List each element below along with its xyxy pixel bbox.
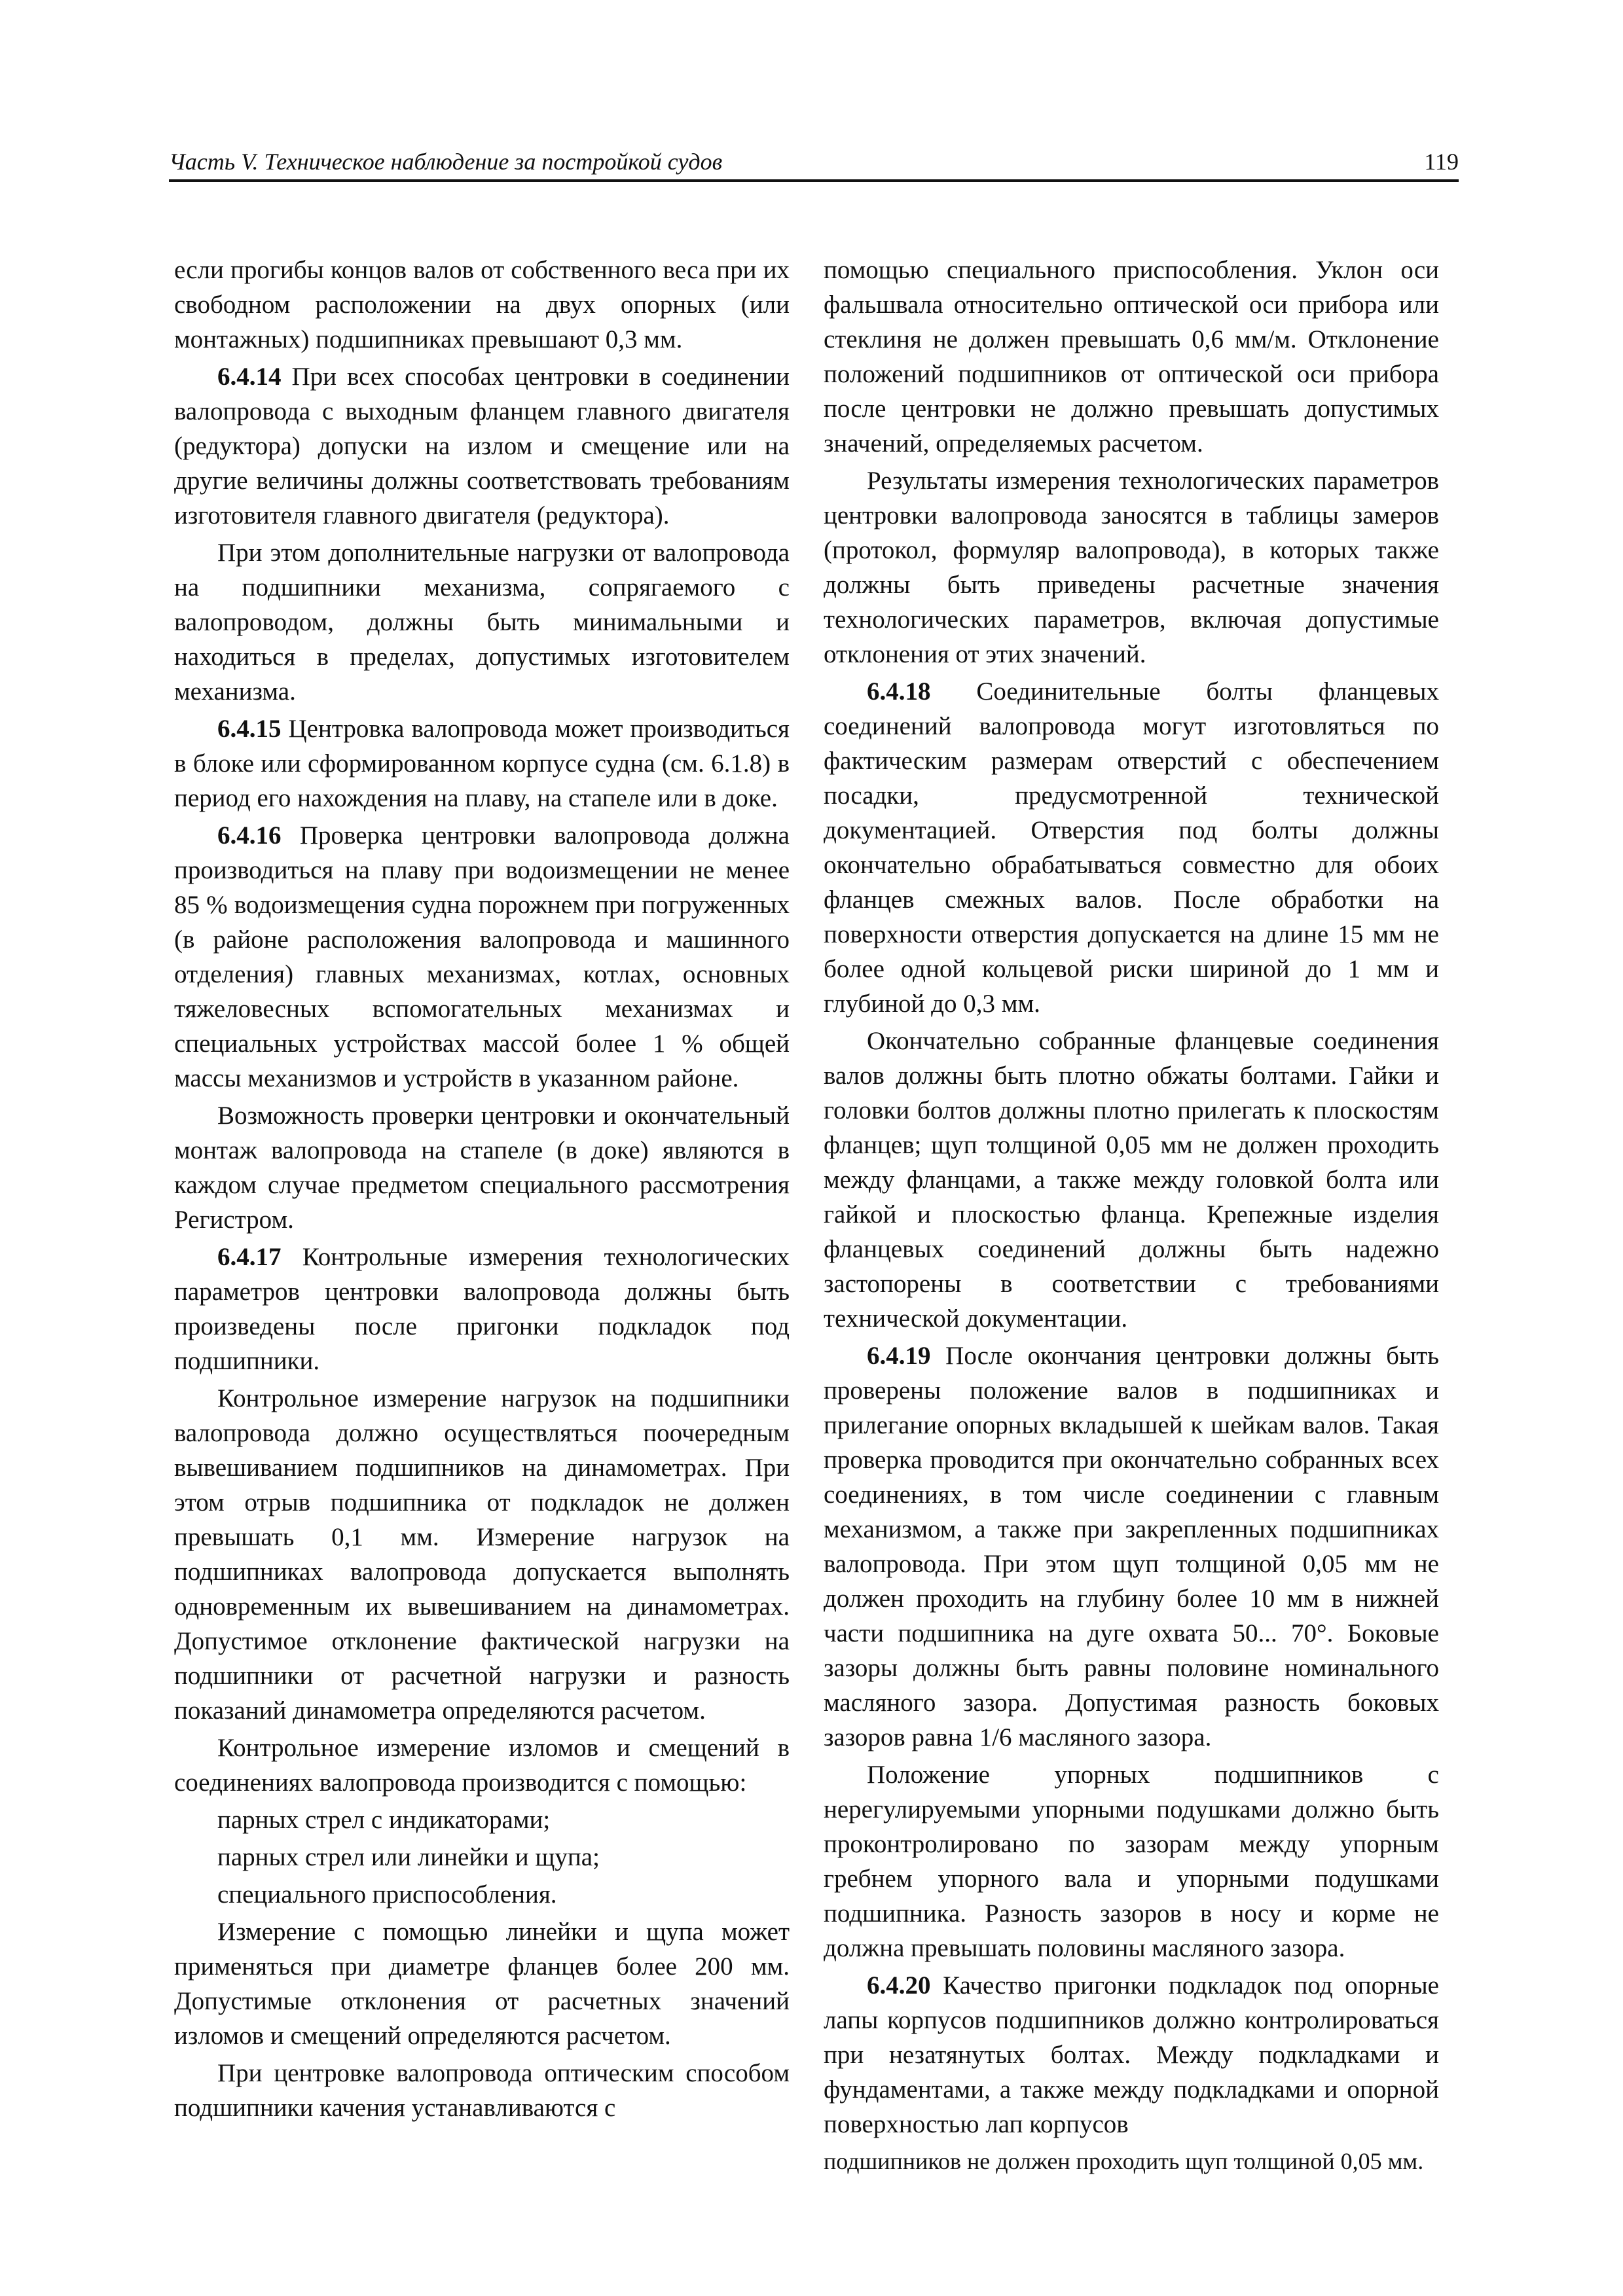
section-paragraph: 6.4.17 Контрольные измерения технологических параметров центровки валопровода должны быть произведены после пригонки подкладок под подшипники.	[174, 1243, 790, 1375]
section-paragraph: 6.4.20 Качество пригонки подкладок под опорные лапы корпусов подшипников должно контролироваться при незатянутых болтах. Между подкладками и фундаментами, а также между подкладками и опорной поверхностью лап корпусов	[824, 1971, 1439, 2138]
section-paragraph: 6.4.18 Соединительные болты фланцевых соединений валопровода могут изготовляться по фактическим размерам отверстий с обеспечением посадки, предусмотренной технической документацией. Отверстия под болты должны окончательно обрабатываться совместно для обоих фланцев смежных валов. После обработки на поверхности отверстия допускается на длине 15 мм не более одной кольцевой риски шириной до 1 мм и глубиной до 0,3 мм.	[824, 677, 1439, 1018]
paragraph: Контрольное измерение изломов и смещений в соединениях валопровода производится с помощью:	[174, 1734, 790, 1797]
section-number: 6.4.18	[867, 677, 931, 706]
list-item: парных стрел с индикаторами;	[217, 1806, 551, 1834]
section-number: 6.4.20	[867, 1971, 931, 2000]
paragraph: помощью специального приспособления. Уклон оси фальшвала относительно оптической оси прибора или стеклиня не должен превышать 0,6 мм/м. Отклонение положений подшипников от оптической оси прибора после центровки не должно превышать допустимых значений, определяемых расчетом.	[824, 256, 1439, 457]
paragraph: Измерение с помощью линейки и щупа может применяться при диаметре фланцев более 200 мм. Допустимые отклонения от расчетных значений изломов и смещений определяются расчетом.	[174, 1918, 790, 2050]
section-number: 6.4.14	[217, 363, 282, 391]
section-paragraph: 6.4.16 Проверка центровки валопровода должна производиться на плаву при водоизмещении не менее 85 % водоизмещения судна порожнем при погруженных (в районе расположения валопровода и машинного отделения) главных механизмах, котлах, основных тяжеловесных вспомогательных механизмах и специальных устройствах массой более 1 % общей массы механизмов и устройств в указанном районе.	[174, 821, 790, 1092]
section-number: 6.4.19	[867, 1342, 931, 1370]
page-number: 119	[1424, 149, 1459, 175]
section-paragraph: 6.4.19 После окончания центровки должны быть проверены положение валов в подшипниках и прилегание опорных вкладышей к шейкам валов. Такая проверка проводится при окончательно собранных всех соединениях, в том числе соединении с главным механизмом, а также при закрепленных подшипниках валопровода. При этом щуп толщиной 0,05 мм не должен проходить на глубину более 10 мм в нижней части подшипника на дуге охвата 50... 70°. Боковые зазоры должны быть равны половине номинального масляного зазора. Допустимая разность боковых зазоров равна 1/6 масляного зазора.	[824, 1342, 1439, 1751]
section-number: 6.4.15	[217, 715, 282, 743]
paragraph: При этом дополнительные нагрузки от валопровода на подшипники механизма, сопрягаемого с валопроводом, должны быть минимальными и находиться в пределах, допустимых изготовителем механизма.	[174, 539, 790, 706]
right-column	[824, 253, 1439, 2179]
list-item: парных стрел или линейки и щупа;	[217, 1843, 600, 1871]
left-column	[174, 253, 790, 2125]
paragraph: При центровке валопровода оптическим способом подшипники качения устанавливаются с	[174, 2059, 790, 2122]
running-header	[169, 145, 1459, 182]
paragraph: подшипников не должен проходить щуп толщиной 0,05 мм.	[824, 2148, 1424, 2174]
paragraph: Окончательно собранные фланцевые соединения валов должны быть плотно обжаты болтами. Гайки и головки болтов должны плотно прилегать к плоскостям фланцев; щуп толщиной 0,05 мм не должен проходить между фланцами, а также между головкой болта или гайкой и плоскостью фланца. Крепежные изделия фланцевых соединений должны быть надежно застопорены в соответствии с требованиями технической документации.	[824, 1027, 1439, 1333]
header-title: Часть V. Техническое наблюдение за постройкой судов	[169, 149, 723, 175]
section-paragraph: 6.4.15 Центровка валопровода может производиться в блоке или сформированном корпусе судна (см. 6.1.8) в период его нахождения на плаву, на стапеле или в доке.	[174, 715, 790, 812]
section-paragraph: 6.4.14 При всех способах центровки в соединении валопровода с выходным фланцем главного двигателя (редуктора) допуски на излом и смещение или на другие величины должны соответствовать требованиям изготовителя главного двигателя (редуктора).	[174, 363, 790, 529]
paragraph: Результаты измерения технологических параметров центровки валопровода заносятся в таблицы замеров (протокол, формуляр валопровода), в которых также должны быть приведены расчетные значения технологических параметров, включая допустимые отклонения от этих значений.	[824, 467, 1439, 668]
section-number: 6.4.17	[217, 1243, 282, 1271]
paragraph: Возможность проверки центровки и окончательный монтаж валопровода на стапеле (в доке) являются в каждом случае предметом специального рассмотрения Регистром.	[174, 1102, 790, 1234]
paragraph: Положение упорных подшипников с нерегулируемыми упорными подушками должно быть проконтролировано по зазорам между упорным гребнем упорного вала и упорными подушками подшипника. Разность зазоров в носу и корме не должна превышать половины масляного зазора.	[824, 1761, 1439, 1962]
paragraph: если прогибы концов валов от собственного веса при их свободном расположении на двух опорных (или монтажных) подшипниках превышают 0,3 мм.	[174, 256, 790, 353]
paragraph: Контрольное измерение нагрузок на подшипники валопровода должно осуществляться поочередным вывешиванием подшипников на динамометрах. При этом отрыв подшипника от подкладок не должен превышать 0,1 мм. Измерение нагрузок на подшипниках валопровода допускается выполнять одновременным их вывешиванием на динамометрах. Допустимое отклонение фактической нагрузки на подшипники от расчетной нагрузки и разность показаний динамометра определяются расчетом.	[174, 1384, 790, 1725]
list-item: специального приспособления.	[217, 1880, 557, 1909]
section-number: 6.4.16	[217, 821, 282, 850]
